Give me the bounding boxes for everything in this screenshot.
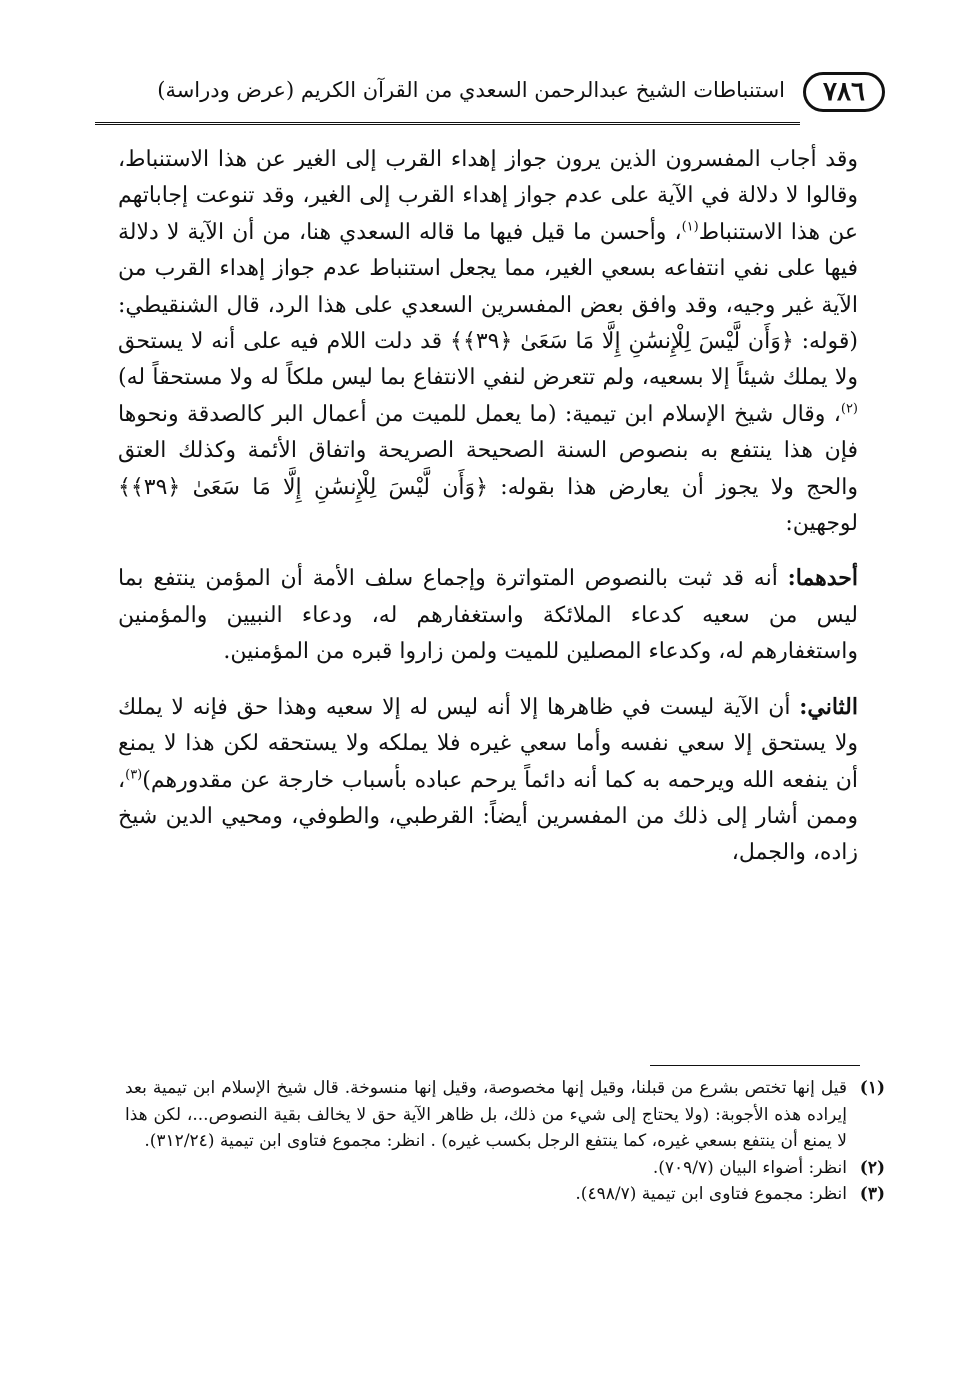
- paragraph-3: [118, 689, 858, 872]
- footnote-number: (٣): [859, 1184, 885, 1204]
- page-header: [95, 72, 885, 122]
- running-title: استنباطات الشيخ عبدالرحمن السعدي من القرآن الكريم (عرض ودراسة): [157, 78, 785, 102]
- text-run: أن الآية ليست في ظاهرها إلا أنه ليس له إلا سعيه وهذا حق فإنه لا يملك ولا يستحق إلا سعي نفسه وأما سعي غيره فلا يملكه ولا يستحقه لكن هذا لا يمنع أن ينفعه الله ويرحمه به كما أنه دائماً يرحم عباده بأسباب خارجة عن مقدورهم): [118, 694, 858, 793]
- text-run: ، وأحسن ما قيل فيها ما قاله السعدي هنا، من أن الآية لا دلالة فيها على نفي انتفاعه بسعي الغير، مما يجعل استنباط عدم جواز إهداء القرب من الآية غير وجيه، وقد وافق بعض المفسرين السعدي على هذا الرد، قال الشنقيطي: (قوله:: [118, 219, 858, 355]
- footnotes: [125, 1075, 885, 1208]
- footnote-text: انظر: مجموع فتاوى ابن تيمية (٤٩٨/٧).: [575, 1184, 847, 1204]
- paragraph-1: [118, 142, 858, 542]
- text-run: ، وقال شيخ الإسلام ابن تيمية: (ما يعمل للميت من أعمال البر كالصدقة ونحوها فإن هذا ينتفع به بنصوص السنة الصحيحة الصريحة واتفاق الأئمة وكذلك العتق والحج ولا يجوز أن يعارض هذا بقوله:: [118, 401, 858, 500]
- paragraph-2: [118, 560, 858, 670]
- footnote-ref-2[interactable]: (٢): [840, 401, 858, 417]
- page-number-badge: ٧٨٦: [803, 72, 885, 112]
- text-run: لوجهين:: [785, 511, 858, 537]
- lead-word: الثاني:: [799, 693, 858, 720]
- text-run: أنه قد ثبت بالنصوص المتواترة وإجماع سلف الأمة أن المؤمن ينتفع بما ليس من سعيه كدعاء الملائكة واستغفارهم له، ودعاء النبيين والمؤمنين واستغفارهم له، وكدعاء المصلين للميت ولمن زاروا قبره من المؤمنين.: [118, 566, 858, 665]
- footnote-separator: [650, 1065, 860, 1066]
- lead-word: أحدهما:: [787, 565, 858, 592]
- footnote-3: [125, 1181, 885, 1208]
- footnote-number: (١): [859, 1078, 885, 1098]
- text-run: قد دلت اللام فيه على أنه لا يستحق ولا يملك شيئاً إلا بسعيه، ولم تتعرض لنفي الانتفاع بما ليس ملكاً له ولا مستحقاً له): [118, 329, 858, 391]
- footnote-text: قيل إنها تختص بشرع من قبلنا، وقيل إنها مخصوصة، وقيل إنها منسوخة. قال شيخ الإسلام ابن تيمية بعد إيراده هذه الأجوبة: (ولا يحتاج إلى شيء من ذلك، بل ظاهر الآية حق لا يخالف بقية النصوص...، لكن هذا لا يمنع أن ينتفع بسعي غيره، كما ينتفع الرجل بكسب غيره) . انظر: مجموع فتاوى ابن تيمية (٣١٢/٢٤).: [125, 1078, 847, 1151]
- footnote-ref-1[interactable]: (١): [681, 219, 699, 235]
- quran-verse: ﴿وَأَن لَّيْسَ لِلْإِنسَٰنِ إِلَّا مَا سَعَىٰ ﴿٣٩﴾﴾: [118, 474, 489, 500]
- footnote-ref-3[interactable]: (٣): [125, 767, 143, 783]
- text-run: ، وممن أشار إلى ذلك من المفسرين أيضاً: القرطبي، والطوفي، ومحيي الدين شيخ زاده، والجمل،: [118, 767, 858, 866]
- footnote-2: [125, 1155, 885, 1182]
- text-run: وقد أجاب المفسرون الذين يرون جواز إهداء القرب إلى الغير عن هذا الاستنباط، وقالوا لا دلالة في الآية على عدم جواز إهداء القرب إلى الغير، وقد تنوعت إجاباتهم عن هذا الاستنباط: [118, 147, 858, 245]
- quran-verse: ﴿وَأَن لَّيْسَ لِلْإِنسَٰنِ إِلَّا مَا سَعَىٰ ﴿٣٩﴾﴾: [450, 329, 794, 355]
- main-text: [118, 142, 858, 872]
- footnote-number: (٢): [859, 1157, 885, 1178]
- header-rule: [95, 122, 800, 125]
- footnote-1: [125, 1075, 885, 1155]
- footnote-text: انظر: أضواء البيان (٧٠٩/٧).: [652, 1157, 847, 1178]
